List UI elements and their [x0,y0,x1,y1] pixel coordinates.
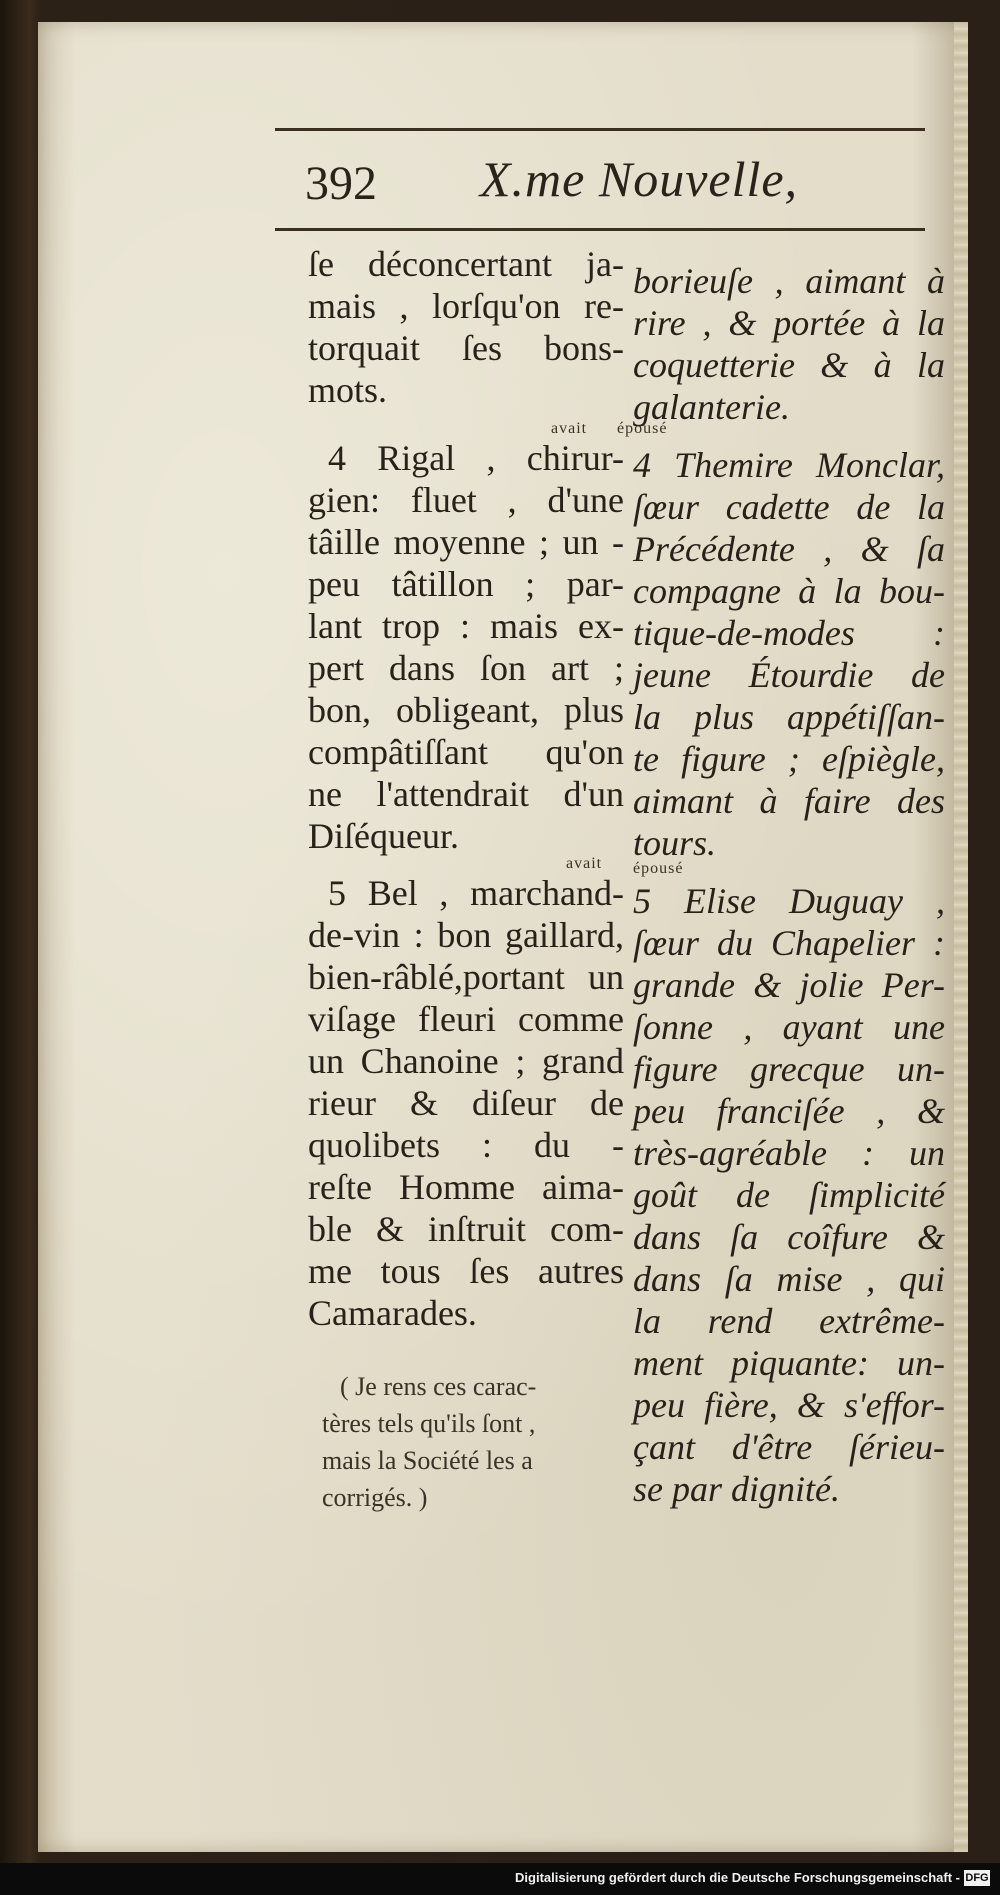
page-number: 392 [305,157,377,210]
text-line: goût de ſimplicité [633,1175,945,1215]
text-line: çant d'être ſérieu- [633,1427,945,1467]
text-line: peu tâtillon ; par- [308,564,624,604]
top-rule [275,128,925,131]
text-line: 5 Bel , marchand- [328,873,624,913]
text-line: borieuſe , aimant à [633,261,945,301]
text-line: ſe déconcertant ja- [308,244,624,284]
text-line: tours. [633,823,717,863]
text-line: Camarades. [308,1293,477,1333]
text-line: rieur & diſeur de [308,1083,624,1123]
text-line: ſœur cadette de la [633,487,945,527]
text-line: galanterie. [633,387,790,427]
right-column-block-1 [633,260,945,428]
text-line: aimant à faire des [633,781,945,821]
text-line: un Chanoine ; grand [308,1041,624,1081]
text-line: 5 Elise Duguay , [633,881,945,921]
editorial-note [322,1368,627,1516]
text-line: tâille moyenne ; un - [308,522,624,562]
text-line: Précédente , & ſa [633,529,945,569]
text-line: dans ſa mise , qui [633,1259,945,1299]
text-line: peu franciſée , & [633,1091,945,1131]
text-line: quolibets : du - [308,1125,624,1165]
text-line: Diſéqueur. [308,816,459,856]
head-rule [275,228,925,231]
page-fore-edge [954,22,968,1852]
left-column-block-1 [308,243,624,411]
text-line: gien: fluet , d'une [308,480,624,520]
text-line: figure grecque un- [633,1049,945,1089]
right-column-block-2 [633,444,945,864]
text-line: la plus appétiſſan- [633,697,945,737]
text-line: 4 Themire Monclar, [633,445,945,485]
text-line: torquait ſes bons- [308,328,624,368]
marker-avait: avait [551,420,588,437]
marker-epouse: épousé [617,420,668,437]
text-line: coquetterie & à la [633,345,945,385]
text-line: lant trop : mais ex- [308,606,624,646]
text-line: peu fière, & s'effor- [633,1385,945,1425]
marker-avait: avait [566,855,603,872]
text-line: de-vin : bon gaillard, [308,915,624,955]
note-line: corrigés. ) [322,1483,428,1512]
text-line: compâtiſſant qu'on [308,732,624,772]
text-line: dans ſa coîfure & [633,1217,945,1257]
text-line: rire , & portée à la [633,303,945,343]
dfg-logo-icon: DFG [965,1872,989,1884]
digitization-footer [0,1863,1000,1895]
text-line: bien-râblé,portant un [308,957,624,997]
note-line: mais la Société les a [322,1446,533,1475]
text-line: mais , lorſqu'on re- [308,286,624,326]
right-column-block-3 [633,880,945,1510]
text-line: ble & inſtruit com- [308,1209,624,1249]
marker-epouse: épousé [633,860,684,877]
text-line: grande & jolie Per- [633,965,945,1005]
left-column-block-2 [308,437,624,857]
text-line: bon, obligeant, plus [308,690,624,730]
text-line: te figure ; eſpiègle, [633,739,945,779]
text-line: très-agréable : un [633,1133,945,1173]
text-line: ſœur du Chapelier : [633,923,945,963]
text-line: 4 Rigal , chirur- [328,438,624,478]
text-line: me tous ſes autres [308,1251,624,1291]
text-line: la rend extrême- [633,1301,945,1341]
text-line: compagne à la bou- [633,571,945,611]
funding-credit: Digitalisierung gefördert durch die Deutsche Forschungsgemeinschaft - [515,1870,960,1885]
text-line: ne l'attendrait d'un [308,774,624,814]
text-line: se par dignité. [633,1469,840,1509]
running-title: X.me Nouvelle, [480,151,799,207]
text-line: jeune Étourdie de [633,655,945,695]
text-line: mots. [308,370,388,410]
text-line: ment piquante: un- [633,1343,945,1383]
left-column-block-3 [308,872,624,1334]
text-line: viſage fleuri comme [308,999,624,1039]
text-line: pert dans ſon art ; [308,648,624,688]
running-head [305,148,925,218]
text-line: reſte Homme aima- [308,1167,624,1207]
note-line: ( Je rens ces carac- [340,1372,537,1401]
text-line: ſonne , ayant une [633,1007,945,1047]
text-line: tique-de-modes : [633,613,945,653]
note-line: tères tels qu'ils ſont , [322,1409,536,1438]
